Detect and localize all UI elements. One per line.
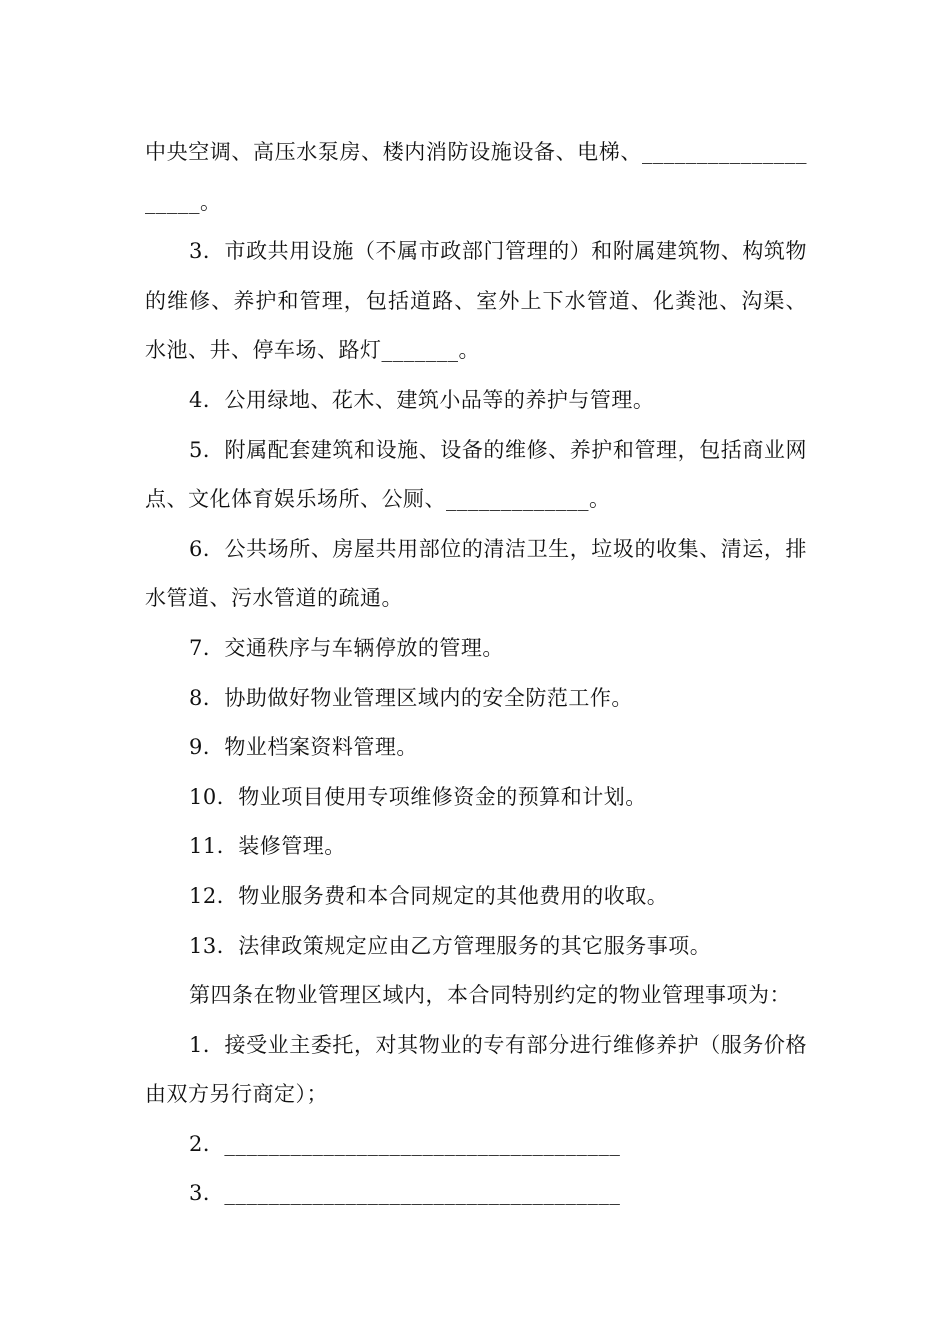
- paragraph-item-4-greenery: 4．公用绿地、花木、建筑小品等的养护与管理。: [189, 387, 655, 412]
- paragraph-item-3-municipal: 3．市政共用设施（不属市政部门管理的）和附属建筑物、构筑物的维修、养护和管理，包括道路、室外上下水管道、化粪池、沟渠、水池、井、停车场、路灯_______。: [145, 239, 807, 363]
- paragraph-article-4: 第四条在物业管理区域内，本合同特别约定的物业管理事项为：: [189, 983, 791, 1008]
- paragraph-item-12-fees: 12．物业服务费和本合同规定的其他费用的收取。: [189, 883, 669, 908]
- paragraph-special-item-2-blank: 2．____________________________________: [189, 1131, 621, 1156]
- contract-text-body: [145, 128, 807, 1219]
- paragraph-special-item-3-blank: 3．____________________________________: [189, 1181, 621, 1206]
- paragraph-item-10-maintenance-fund: 10．物业项目使用专项维修资金的预算和计划。: [189, 784, 647, 809]
- paragraph-special-item-1: 1．接受业主委托，对其物业的专有部分进行维修养护（服务价格由双方另行商定）；: [145, 1032, 807, 1107]
- paragraph-item-9-archives: 9．物业档案资料管理。: [189, 735, 418, 760]
- paragraph-item-6-cleaning: 6．公共场所、房屋共用部位的清洁卫生，垃圾的收集、清运，排水管道、污水管道的疏通。: [145, 536, 807, 611]
- paragraph-item-8-security: 8．协助做好物业管理区域内的安全防范工作。: [189, 685, 633, 710]
- paragraph-facilities-continued: 中央空调、高压水泵房、楼内消防设施设备、电梯、____________________。: [145, 140, 807, 214]
- paragraph-item-5-ancillary: 5．附属配套建筑和设施、设备的维修、养护和管理，包括商业网点、文化体育娱乐场所、公厕、_____________。: [145, 437, 807, 512]
- paragraph-item-7-traffic: 7．交通秩序与车辆停放的管理。: [189, 635, 504, 660]
- paragraph-item-13-other: 13．法律政策规定应由乙方管理服务的其它服务事项。: [189, 933, 712, 958]
- paragraph-item-11-renovation: 11．装修管理。: [189, 834, 346, 859]
